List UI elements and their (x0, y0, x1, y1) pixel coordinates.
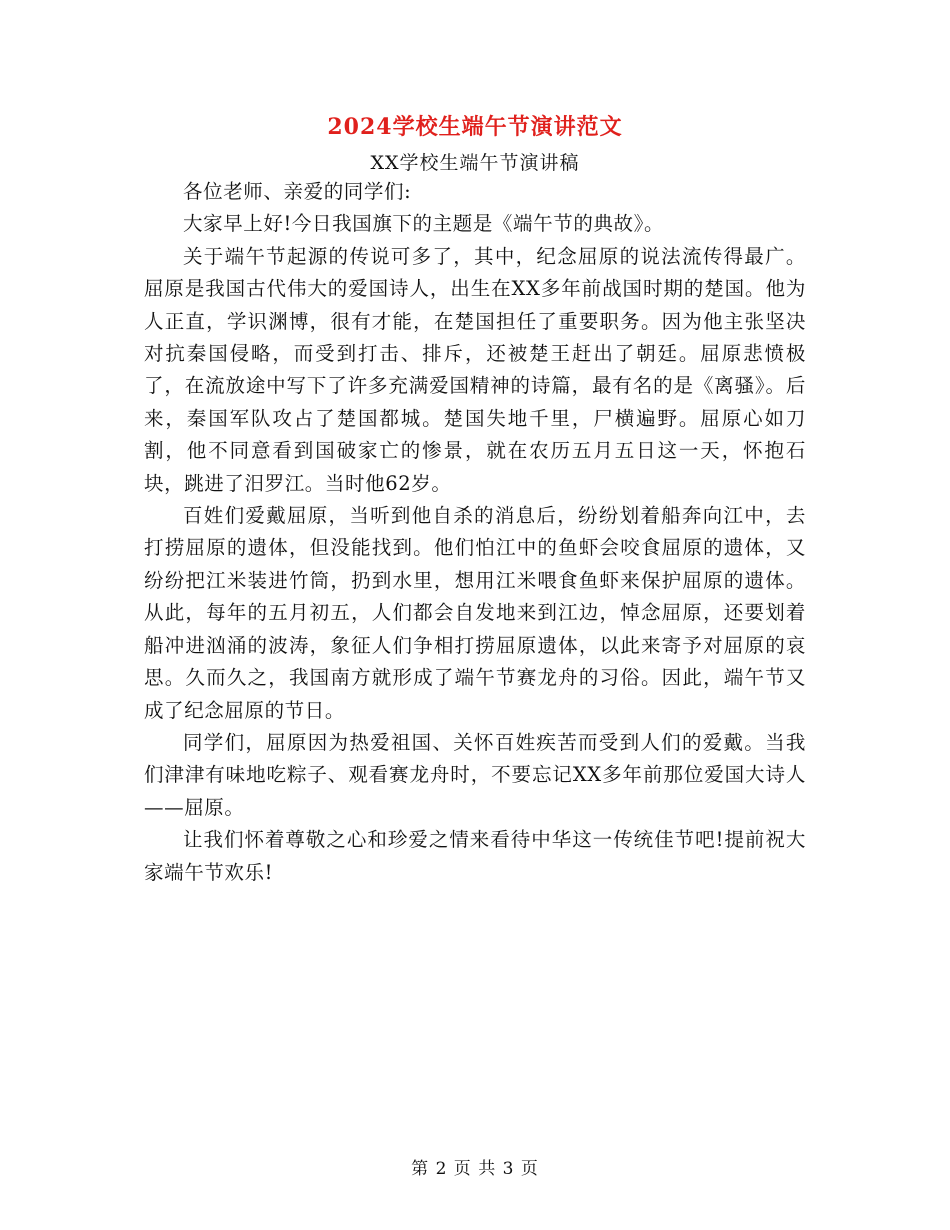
document-title: 2024学校生端午节演讲范文 (327, 114, 623, 140)
paragraph-origin: 关于端午节起源的传说可多了，其中，纪念屈原的说法流传得最广。屈原是我国古代伟大的爱国诗人，出生在XX多年前战国时期的楚国。他为人正直，学识渊博，很有才能，在楚国担任了重要职务。因为他主张坚决对抗秦国侵略，而受到打击、排斥，还被楚王赶出了朝廷。屈原悲愤极了，在流放途中写下了许多充满爱国精神的诗篇，最有名的是《离骚》。后来，秦国军队攻占了楚国都城。楚国失地千里，尸横遍野。屈原心如刀割，他不同意看到国破家亡的惨景，就在农历五月五日这一天，怀抱石块，跳进了汨罗江。当时他62岁。 (144, 244, 806, 495)
paragraph-custom: 百姓们爱戴屈原，当听到他自杀的消息后，纷纷划着船奔向江中，去打捞屈原的遗体，但没能找到。他们怕江中的鱼虾会咬食屈原的遗体，又纷纷把江米装进竹筒，扔到水里，想用江米喂食鱼虾来保护屈原的遗体。从此，每年的五月初五，人们都会自发地来到江边，悼念屈原，还要划着船冲进汹涌的波涛，象征人们争相打捞屈原遗体，以此来寄予对屈原的哀思。久而久之，我国南方就形成了端午节赛龙舟的习俗。因此，端午节又成了纪念屈原的节日。 (144, 504, 806, 722)
document-body (144, 176, 806, 889)
paragraph-greeting: 各位老师、亲爱的同学们: (183, 180, 412, 203)
document-subtitle: XX学校生端午节演讲稿 (370, 152, 580, 174)
paragraph-closing: 让我们怀着尊敬之心和珍爱之情来看待中华这一传统佳节吧!提前祝大家端午节欢乐! (144, 828, 806, 884)
paragraph-intro: 大家早上好!今日我国旗下的主题是《端午节的典故》。 (183, 212, 665, 236)
page-number: 第 2 页 共 3 页 (411, 1159, 539, 1179)
paragraph-remember: 同学们，屈原因为热爱祖国、关怀百姓疾苦而受到人们的爱戴。当我们津津有味地吃粽子、观看赛龙舟时，不要忘记XX多年前那位爱国大诗人——屈原。 (144, 730, 806, 819)
